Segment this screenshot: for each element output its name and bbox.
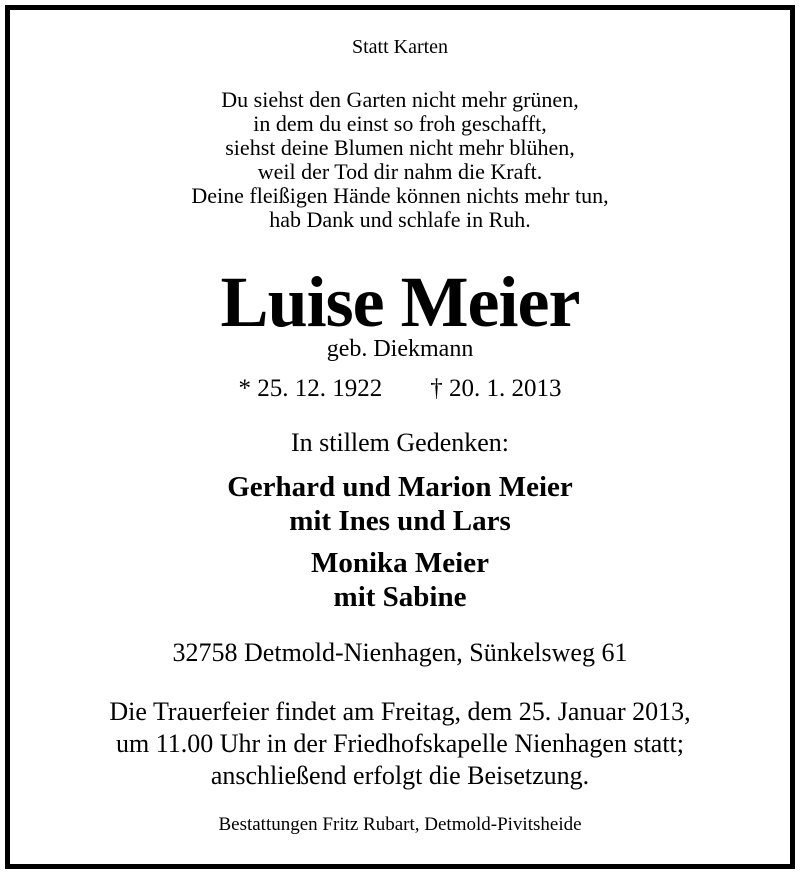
life-dates — [0, 375, 800, 403]
poem-line: in dem du einst so froh geschafft, — [253, 111, 547, 136]
memorial-heading: In stillem Gedenken: — [290, 428, 510, 457]
mourner-line: mit Ines und Lars — [289, 505, 511, 537]
mourner-line: Monika Meier — [311, 547, 489, 579]
mourner-group — [0, 546, 800, 614]
poem-line: hab Dank und schlafe in Ruh. — [269, 207, 531, 232]
poem-line: Du siehst den Garten nicht mehr grünen, — [221, 87, 579, 112]
poem-line: weil der Tod dir nahm die Kraft. — [257, 159, 543, 184]
mourner-line: mit Sabine — [333, 581, 467, 613]
mourner-group — [0, 470, 800, 538]
service-line: Die Trauerfeier findet am Freitag, dem 25. Januar 2013, — [109, 697, 691, 726]
funeral-home-credit: Bestattungen Fritz Rubart, Detmold-Pivitsheide — [218, 814, 582, 835]
notice-header: Statt Karten — [351, 36, 449, 58]
poem-line: siehst deine Blumen nicht mehr blühen, — [225, 135, 575, 160]
mourners-list — [0, 470, 800, 614]
death-date: † 20. 1. 2013 — [430, 375, 562, 402]
family-address: 32758 Detmold-Nienhagen, Sünkelsweg 61 — [172, 638, 628, 667]
mourner-line: Gerhard und Marion Meier — [227, 471, 573, 503]
birth-date: * 25. 12. 1922 — [238, 375, 383, 402]
service-line: anschließend erfolgt die Beisetzung. — [210, 761, 590, 790]
funeral-service-info — [0, 696, 800, 792]
birth-name: geb. Diekmann — [326, 336, 474, 362]
poem-line: Deine fleißigen Hände können nichts mehr tun, — [191, 183, 609, 208]
service-line: um 11.00 Uhr in der Friedhofskapelle Nienhagen statt; — [115, 729, 684, 758]
deceased-name: Luise Meier — [220, 262, 580, 342]
poem — [0, 88, 800, 232]
